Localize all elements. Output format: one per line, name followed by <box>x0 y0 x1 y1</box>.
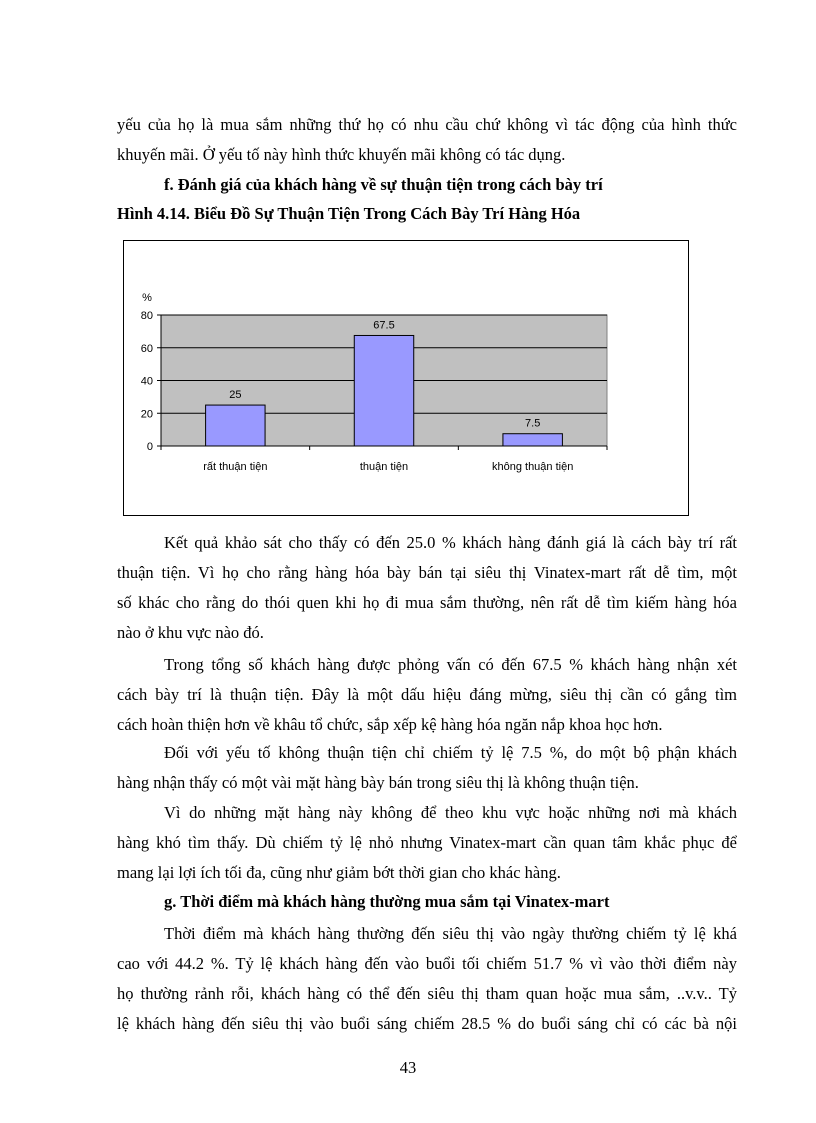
bar-value-label: 67.5 <box>373 319 395 332</box>
chart-canvas <box>124 241 688 515</box>
section-g-line-1: Thời điểm mà khách hàng thường đến siêu thị vào ngày thường chiếm tỷ lệ khá <box>164 924 737 943</box>
body-p4-line-3: mang lại lợi ích tối đa, cũng như giảm bớt thời gian cho khác hàng. <box>117 863 561 882</box>
section-f-heading: f. Đánh giá của khách hàng về sự thuận tiện trong cách bày trí <box>164 175 603 194</box>
bar <box>503 434 562 446</box>
figure-caption: Hình 4.14. Biểu Đồ Sự Thuận Tiện Trong Cách Bày Trí Hàng Hóa <box>117 204 581 223</box>
x-category-label: thuận tiện <box>359 461 409 473</box>
body-p4-line-1: Vì do những mặt hàng này không để theo khu vực hoặc những nơi mà khách <box>164 803 737 822</box>
y-tick-label: 20 <box>140 408 153 421</box>
y-tick-label: 80 <box>140 310 153 322</box>
body-p3-line-1: Đối với yếu tố không thuận tiện chỉ chiếm tỷ lệ 7.5 %, do một bộ phận khách <box>164 743 737 762</box>
y-tick-label: 0 <box>146 441 153 453</box>
paragraph-1-line-2: khuyến mãi. Ở yếu tố này hình thức khuyến mãi không có tác dụng. <box>117 145 566 164</box>
bar <box>206 405 265 446</box>
y-tick-label: 40 <box>140 375 153 388</box>
bar-value-label: 25 <box>229 389 242 402</box>
page-number: 43 <box>399 1058 417 1077</box>
x-category-label: không thuận tiện <box>491 461 574 473</box>
body-p1-line-1: Kết quả khảo sát cho thấy có đến 25.0 % khách hàng đánh giá là cách bày trí rất <box>164 533 737 552</box>
bar-value-label: 7.5 <box>525 417 541 430</box>
body-p4-line-2: hàng khó tìm thấy. Dù chiếm tỷ lệ nhỏ nhưng Vinatex-mart cần quan tâm khắc phục để <box>117 833 737 852</box>
y-tick-label: 60 <box>140 342 153 355</box>
body-p2-line-3: cách hoàn thiện hơn về khâu tổ chức, sắp xếp kệ hàng hóa ngăn nắp khoa học hơn. <box>117 715 663 734</box>
y-axis-label: % <box>142 292 152 304</box>
section-g-heading: g. Thời điểm mà khách hàng thường mua sắm tại Vinatex-mart <box>164 892 610 911</box>
paragraph-1-line-1: yếu của họ là mua sắm những thứ họ có nhu cầu chứ không vì tác động của hình thức <box>117 115 737 134</box>
section-g-line-3: họ thường rảnh rỗi, khách hàng có thể đến siêu thị tham quan hoặc mua sắm, ..v.v.. Tỷ <box>117 984 737 1003</box>
body-p2-line-2: cách bày trí là thuận tiện. Đây là một dấu hiệu đáng mừng, siêu thị cần có gắng tìm <box>117 685 737 704</box>
body-p1-line-3: số khác cho rằng do thói quen khi họ đi mua sắm thường, nên rất dễ tìm kiếm hàng hóa <box>117 593 737 612</box>
section-g-line-4: lệ khách hàng đến siêu thị vào buổi sáng chiếm 28.5 % do buổi sáng chỉ có các bà nội <box>117 1014 737 1033</box>
body-p1-line-4: nào ở khu vực nào đó. <box>117 623 264 642</box>
x-category-label: rất thuận tiện <box>203 461 268 473</box>
bar-chart <box>123 240 689 516</box>
body-p3-line-2: hàng nhận thấy có một vài mặt hàng bày bán trong siêu thị là không thuận tiện. <box>117 773 639 792</box>
body-p2-line-1: Trong tổng số khách hàng được phỏng vấn có đến 67.5 % khách hàng nhận xét <box>164 655 737 674</box>
bar <box>354 335 413 446</box>
body-p1-line-2: thuận tiện. Vì họ cho rằng hàng hóa bày bán tại siêu thị Vinatex-mart rất dễ tìm, một <box>117 563 737 582</box>
section-g-line-2: cao với 44.2 %. Tỷ lệ khách hàng đến vào buổi tối chiếm 51.7 % vì vào thời điểm này <box>117 954 737 973</box>
